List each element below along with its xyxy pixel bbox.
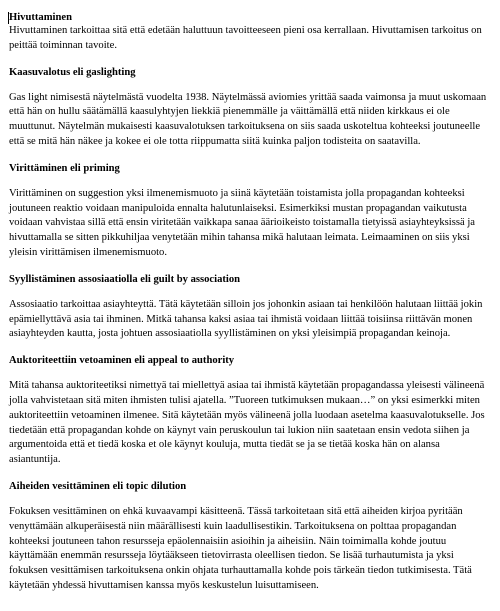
section-syyllistaminen	[9, 273, 492, 342]
section-body: Gas light nimisestä näytelmästä vuodelta 1938. Näytelmässä aviomies yrittää saada vaimonsa ja muut uskomaan että hän on hullu säätämällä kaasulyhtyjen liekkiä pienemmälle ja väittämällä että niiden kirkkaus ei ole muuttunut. Näytelmän mukaisesti kaasuvalotuksen tarkoituksena on siis saada uskoteltua kohteeksi joutuneelle että se mitä hän näkee ja kokee ei ole totta riippumatta siitä kuinka paljon todisteita on saatavilla.	[9, 91, 487, 147]
section-heading: Aiheiden vesittäminen eli topic dilution	[9, 480, 187, 492]
section-aiheiden-vesittaminen	[9, 480, 492, 594]
section-heading: Virittäminen eli priming	[9, 162, 120, 174]
section-body: Assosiaatio tarkoittaa asiayhteyttä. Tätä käytetään silloin jos johonkin asiaan tai henkilöön halutaan liittää jokin epämiellyttävä asia tai ihminen. Mitkä tahansa kaksi asiaa tai ihmistä voidaan liittää toisiinsa riittävän monen asiayhteyden kautta, josta johtuen assosiaatiolla syyllistäminen on yksi yleisimpiä propagandan keinoja.	[9, 298, 483, 340]
section-virittaminen	[9, 162, 492, 261]
section-heading: Kaasuvalotus eli gaslighting	[9, 66, 136, 78]
section-body: Fokuksen vesittäminen on ehkä kuvaavampi käsitteenä. Tässä tarkoitetaan sitä että aiheiden kirjoa pyritään venyttämään alkuperäisestä niin määrällisesti kuin laadullisestikin. Tarkoituksena on polttaa propagandan kohteeksi joutuneen tahon resursseja epäolennaisiin asioihin ja aiheisiin. Näin toimimalla kohde joutuu käyttämään enemmän resursseja löytääkseen tietovirrasta oleellisen tiedon. Se lisää turhautumista ja yksi fokuksen vesittämisen tarkoituksena onkin ohjata turhauttamalla kohde pois tärkeän tiedon tutkimisesta. Tätä käytetään yhdessä hivuttamisen kanssa myös keskustelun luisuttamiseen.	[9, 505, 472, 591]
text-cursor	[8, 12, 9, 24]
section-kaasuvalotus	[9, 66, 492, 150]
section-body: Mitä tahansa auktoriteetiksi nimettyä tai miellettyä asiaa tai ihmistä käytetään propagandassa yleisesti välineenä jolla vahvistetaan sitä miten ihmisten tulisi ajatella. ”Tuoreen tutkimuksen mukaan…” on yksi esimerkki miten auktoriteettiin vetoaminen ilmenee. Sitä käytetään myös välineenä jolla luodaan asetelma kaasuvalotukselle. Jos tiedetään että propagandan kohde on käynyt vain peruskoulun tai lukion niin saatetaan ensin vedota siihen ja argumentoida että et tiedä koska et ole käynyt kouluja, mutta tiedät se ja se tietää koska hän on alansa asiantuntija.	[9, 380, 485, 466]
section-body: Virittäminen on suggestion yksi ilmenemismuoto ja siinä käytetään toistamista jolla propagandan kohteeksi joutuneen reaktio voidaan manipuloida ennalta halutunlaiseksi. Esimerkiksi mustan propagandan vaikutusta voidaan vahvistaa sillä että ensin viritetään vaikkapa sanaa äärioikeisto toistamalla tietyissä asiayhteyksissä ja hivuttamalla se sitten pikkuhiljaa venytetään mihin tahansa mikä halutaan leimata. Leimaaminen on siis yksi yleisin virittämisen ilmenemismuoto.	[9, 187, 475, 258]
section-heading: Syyllistäminen assosiaatiolla eli guilt by association	[9, 273, 241, 285]
section-hivuttaminen	[9, 11, 492, 54]
section-heading: Hivuttaminen	[9, 12, 72, 23]
section-heading: Auktoriteettiin vetoaminen eli appeal to authority	[9, 355, 235, 367]
section-body: Hivuttaminen tarkoittaa sitä että edetään haluttuun tavoitteeseen pieni osa kerrallaan. Hivuttamisen tarkoitus on peittää toiminnan tavoite.	[9, 25, 482, 51]
section-auktoriteettiin-vetoaminen	[9, 354, 492, 468]
